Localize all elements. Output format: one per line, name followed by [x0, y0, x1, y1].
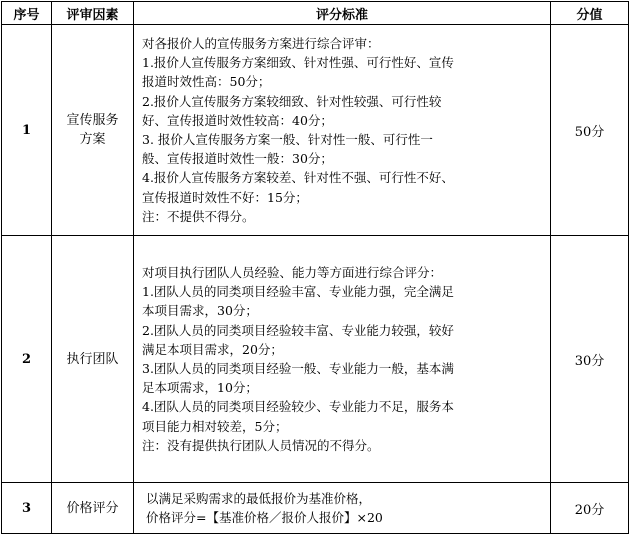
criteria-line: 以满足采购需求的最低报价为基准价格，: [146, 490, 372, 506]
review-factor: [52, 483, 134, 534]
score-value: 50分: [551, 25, 629, 236]
review-factor: [52, 25, 134, 236]
scoring-table: [1, 1, 629, 534]
criteria-line: 满足本项目需求，20分；: [142, 341, 283, 357]
table-row: [2, 25, 629, 236]
criteria-line: 1.团队人员的同类项目经验丰富、专业能力强，完全满足: [142, 284, 454, 300]
criteria-line: 项目能力相对较差，5分；: [142, 418, 288, 434]
header-row: [2, 2, 629, 25]
criteria-line: 2.报价人宣传服务方案较细致、针对性较强、可行性较: [142, 93, 442, 109]
score-value: 30分: [551, 236, 629, 483]
criteria-line: 宣传报道时效性不好：15分；: [142, 189, 308, 205]
criteria-line: 4.报价人宣传服务方案较差、针对性不强、可行性不好、: [142, 170, 454, 186]
criteria-line: 本项目需求，30分；: [142, 303, 258, 319]
header-factor: 评审因素: [52, 2, 134, 25]
criteria-line: 2.团队人员的同类项目经验较丰富、专业能力较强，较好: [142, 322, 454, 338]
scoring-criteria: [134, 483, 551, 534]
score-value: 20分: [551, 483, 629, 534]
row-number: 1: [2, 25, 52, 236]
scoring-criteria: [134, 25, 551, 236]
header-no: 序号: [2, 2, 52, 25]
criteria-line: 1.报价人宣传服务方案细致、针对性强、可行性好、宣传: [142, 55, 454, 71]
factor-line: 方案: [79, 132, 106, 147]
header-score: 分值: [551, 2, 629, 25]
scoring-criteria: [134, 236, 551, 483]
criteria-line: 注：不提供不得分。: [142, 208, 255, 224]
row-number: 2: [2, 236, 52, 483]
criteria-line: 3.团队人员的同类项目经验一般、专业能力一般，基本满: [142, 361, 454, 376]
factor-line: 宣传服务: [66, 113, 119, 128]
criteria-line: 对项目执行团队人员经验、能力等方面进行综合评分：: [142, 264, 443, 280]
criteria-line: 足本项需求，10分；: [142, 380, 258, 396]
factor-line: 价格评分: [66, 500, 119, 516]
criteria-line: 3. 报价人宣传服务方案一般、针对性一般、可行性一: [142, 132, 433, 147]
factor-line: 执行团队: [66, 351, 119, 367]
criteria-line: 报道时效性高：50分；: [142, 74, 271, 90]
table-row: [2, 236, 629, 483]
criteria-line: 4.团队人员的同类项目经验较少、专业能力不足，服务本: [142, 399, 454, 415]
header-criteria: 评分标准: [134, 2, 551, 25]
review-factor: [52, 236, 134, 483]
row-number: 3: [2, 483, 52, 534]
criteria-line: 注：没有提供执行团队人员情况的不得分。: [142, 437, 380, 453]
criteria-line: 价格评分=【基准价格／报价人报价】×20: [146, 510, 383, 525]
criteria-line: 对各报价人的宣传服务方案进行综合评审：: [142, 35, 380, 51]
table-row: [2, 483, 629, 534]
criteria-line: 般、宣传报道时效性一般：30分；: [142, 151, 333, 167]
criteria-line: 好、宣传报道时效性较高：40分；: [142, 112, 333, 128]
